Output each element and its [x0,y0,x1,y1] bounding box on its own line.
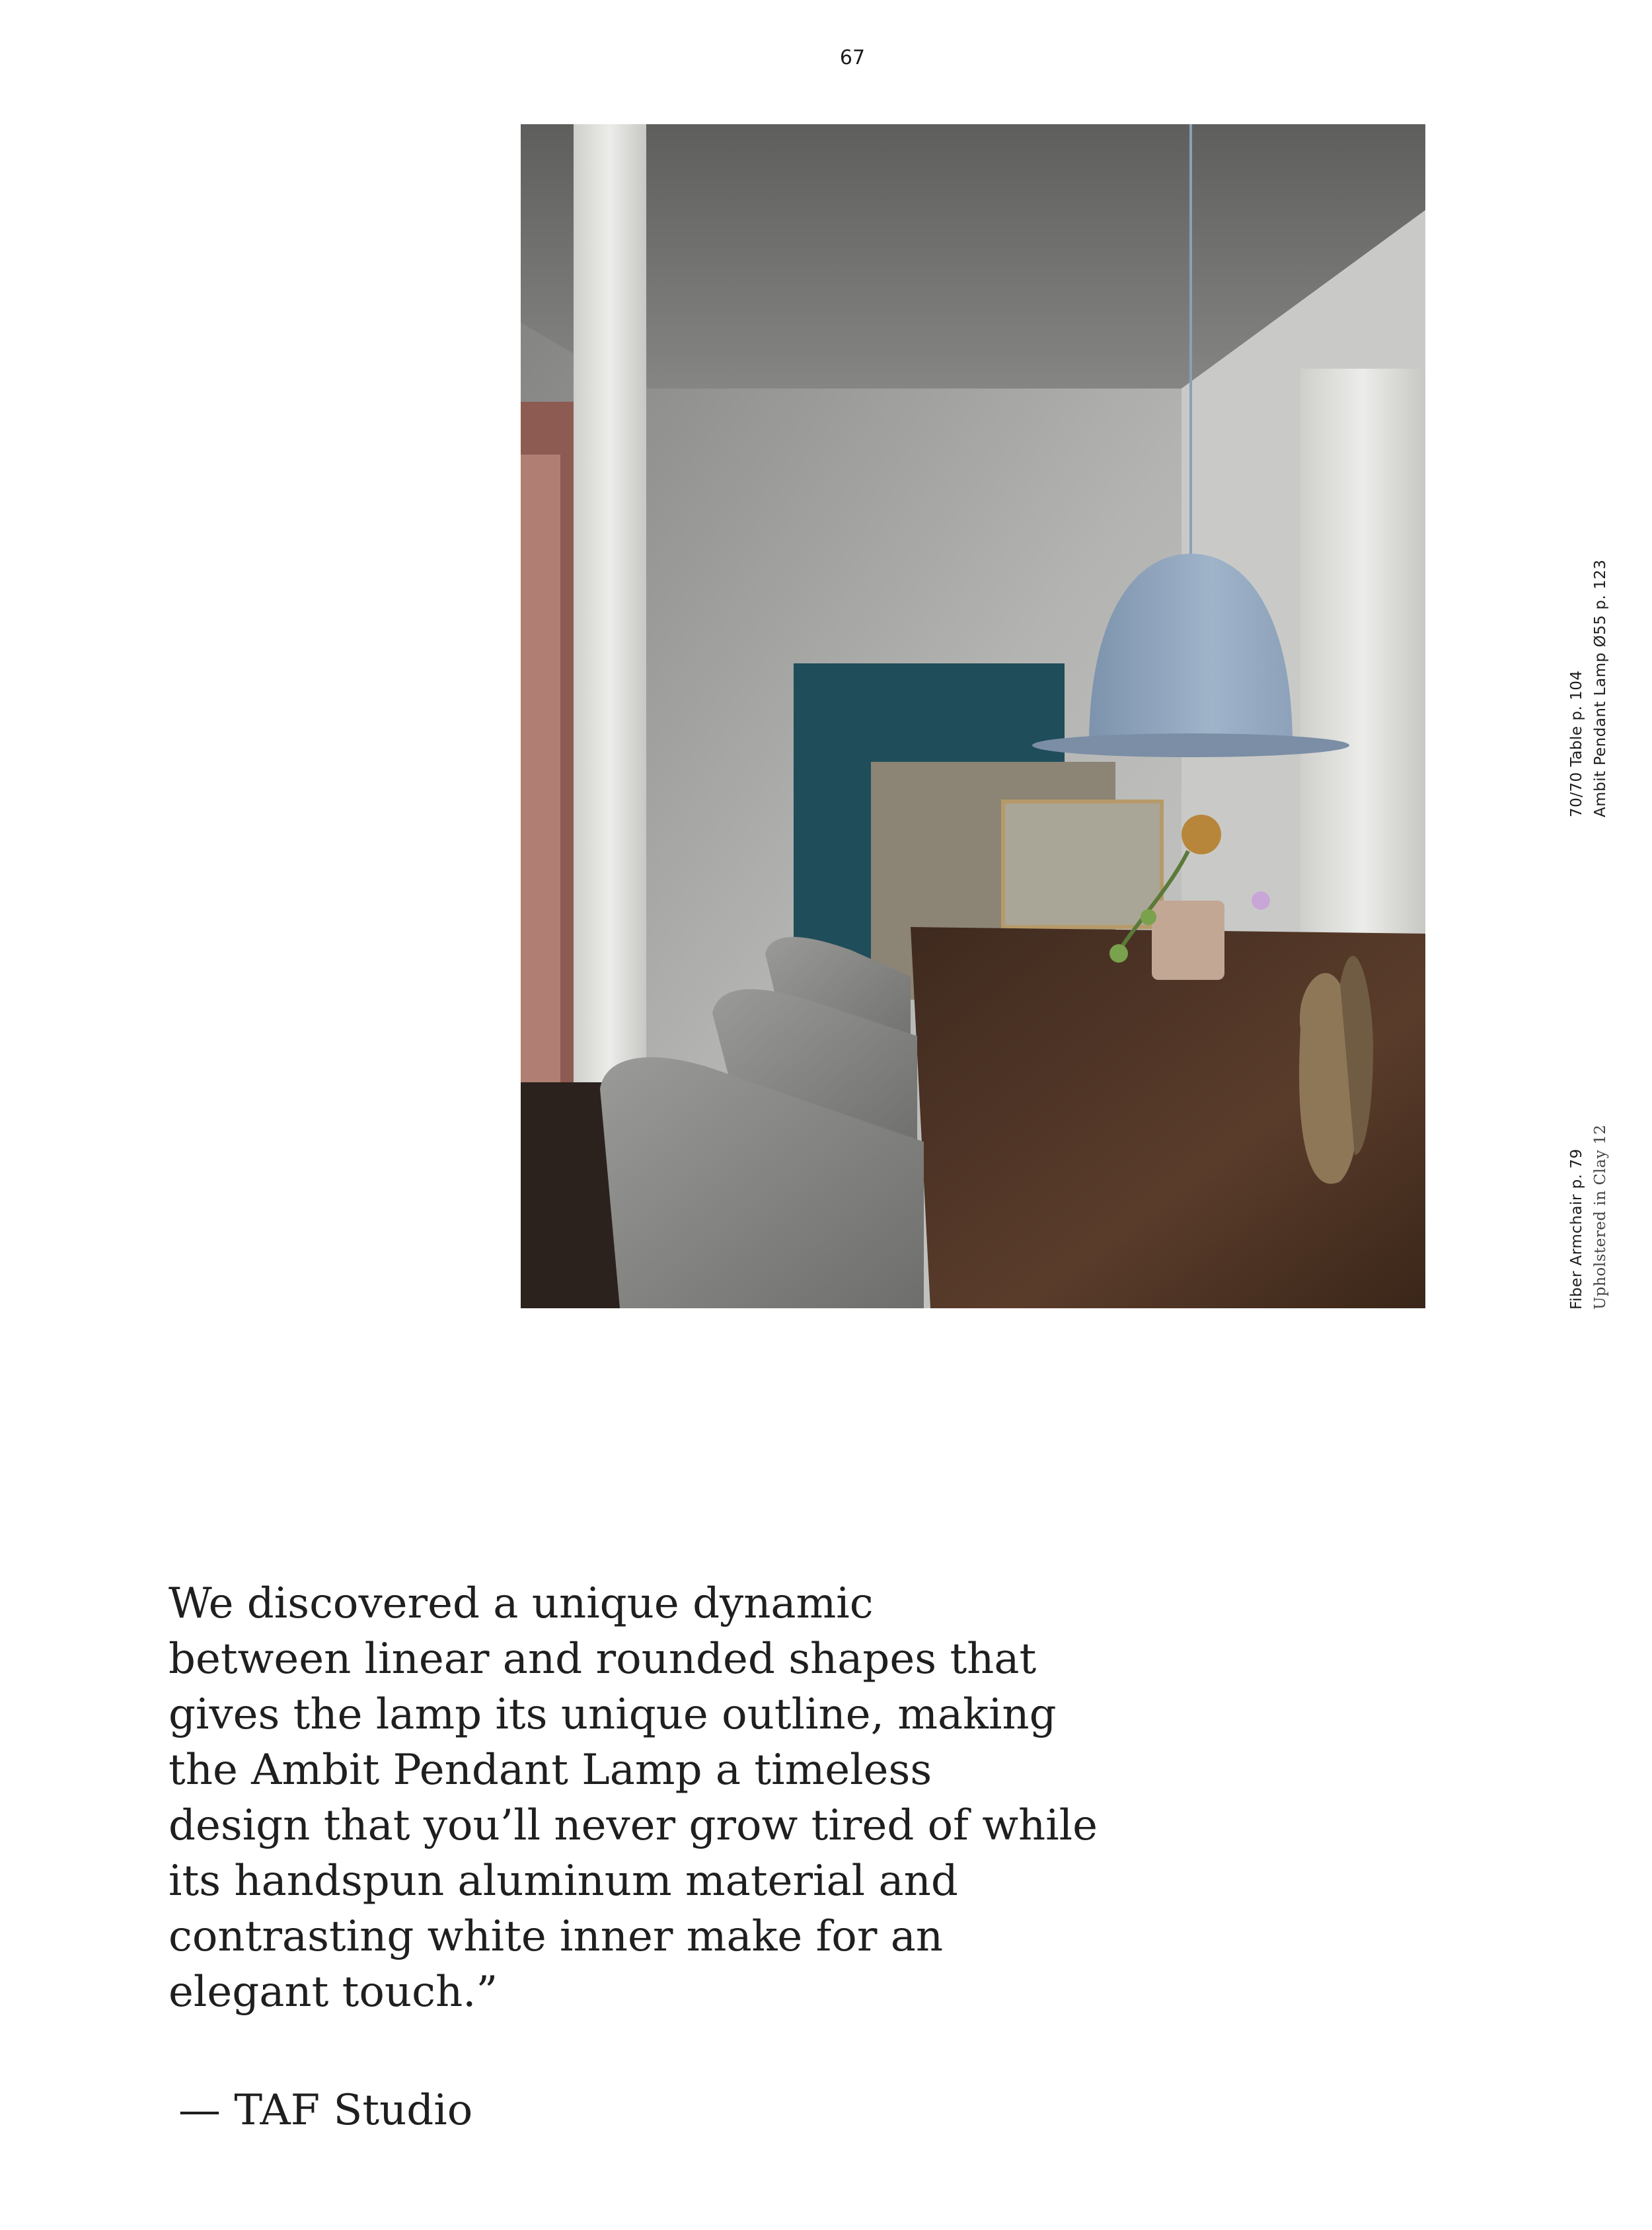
quote-line: We discovered a unique dynamic [169,1579,874,1628]
quote [169,1576,1098,2020]
product-caption-lower [1565,1125,1612,1310]
page-number: 67 [839,46,866,69]
caption-lamp: Ambit Pendant Lamp Ø55 p. 123 [1592,559,1609,817]
product-caption-upper [1565,560,1612,817]
caption-table: 70/70 Table p. 104 [1568,670,1585,817]
quote-line: design that you’ll never grow tired of while [169,1801,1098,1850]
interior-photo [521,124,1425,1308]
quote-attribution: — TAF Studio [178,2086,473,2135]
quote-line: contrasting white inner make for an [169,1912,944,1961]
quote-line: its handspun aluminum material and [169,1857,958,1906]
quote-line: gives the lamp its unique outline, making [169,1690,1057,1739]
caption-armchair: Fiber Armchair p. 79 [1568,1148,1585,1310]
caption-upholstery: Upholstered in Clay 12 [1592,1124,1609,1310]
quote-line: elegant touch.” [169,1968,498,2017]
quote-line: the Ambit Pendant Lamp a timeless [169,1746,932,1795]
quote-line: between linear and rounded shapes that [169,1635,1037,1684]
